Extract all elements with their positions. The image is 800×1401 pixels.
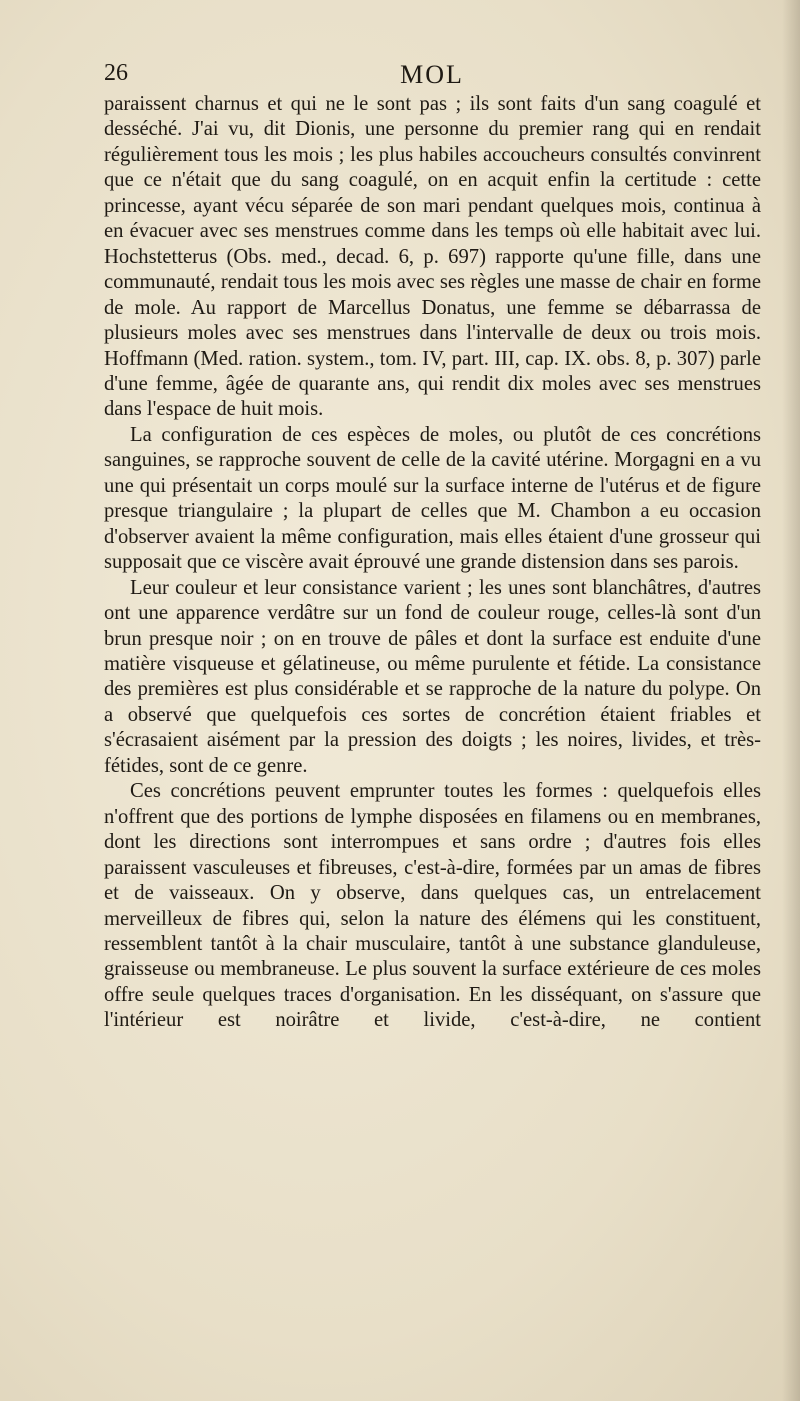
running-head: MOL (400, 60, 464, 89)
paragraph-2: La configuration de ces espèces de moles, ou plutôt de ces concrétions sanguines, se rapproche souvent de celle de la cavité utérine. Morgagni en a vu une qui présentait un corps moulé sur la surface interne de l'utérus et de figure presque triangulaire ; la plupart de celles que M. Chambon a eu occasion d'observer avaient la même configuration, mais elles étaient d'une grosseur qui supposait que ce viscère avait éprouvé une grande distension dans ses parois. (104, 423, 761, 574)
body-text (104, 92, 761, 1034)
page-number: 26 (104, 60, 128, 86)
paragraph-3: Leur couleur et leur consistance varient ; les unes sont blanchâtres, d'autres ont une apparence verdâtre sur un fond de couleur rouge, celles-là sont d'un brun presque noir ; on en trouve de pâles et dont la surface est enduite d'une matière visqueuse et gélatineuse, ou même purulente et fétide. La consistance des premières est plus considérable et se rapproche de la nature du polype. On a observé que quelquefois ces sortes de concrétion étaient friables et s'écrasaient aisément par la pression des doigts ; les noires, livides, et très-fétides, sont de ce genre. (104, 576, 761, 777)
paragraph-1: paraissent charnus et qui ne le sont pas ; ils sont faits d'un sang coagulé et desséché. J'ai vu, dit Dionis, une personne du premier rang qui en rendait régulièrement tous les mois ; les plus habiles accoucheurs consultés convinrent que ce n'était que du sang coagulé, on en acquit enfin la certitude : cette princesse, ayant vécu séparée de son mari pendant quelques mois, continua à en évacuer avec ses menstrues comme dans les temps où elle habitait avec lui. Hochstetterus (Obs. med., decad. 6, p. 697) rapporte qu'une fille, dans une communauté, rendait tous les mois avec ses règles une masse de chair en forme de mole. Au rapport de Marcellus Donatus, une femme se débarrassa de plusieurs moles avec ses menstrues dans l'intervalle de deux ou trois mois. Hoffmann (Med. ration. system., tom. IV, part. III, cap. IX. obs. 8, p. 307) parle d'une femme, âgée de quarante ans, qui rendit dix moles avec ses menstrues dans l'espace de huit mois. (104, 93, 761, 421)
page-edge-shadow (782, 0, 800, 1401)
page-header (104, 60, 760, 94)
paragraph-4: Ces concrétions peuvent emprunter toutes les formes : quelquefois elles n'offrent que des portions de lymphe disposées en filamens ou en membranes, dont les directions sont interrompues et sans ordre ; d'autres fois elles paraissent vasculeuses et fibreuses, c'est-à-dire, formées par un amas de fibres et de vaisseaux. On y observe, dans quelques cas, un entrelacement merveilleux de fibres qui, selon la nature des élémens qui les constituent, ressemblent tantôt à la chair musculaire, tantôt à une substance glanduleuse, graisseuse ou membraneuse. Le plus souvent la surface extérieure de ces moles offre seule quelques traces d'organisation. En les disséquant, on s'assure que l'intérieur est noirâtre et livide, c'est-à-dire, ne contient (104, 780, 761, 1032)
